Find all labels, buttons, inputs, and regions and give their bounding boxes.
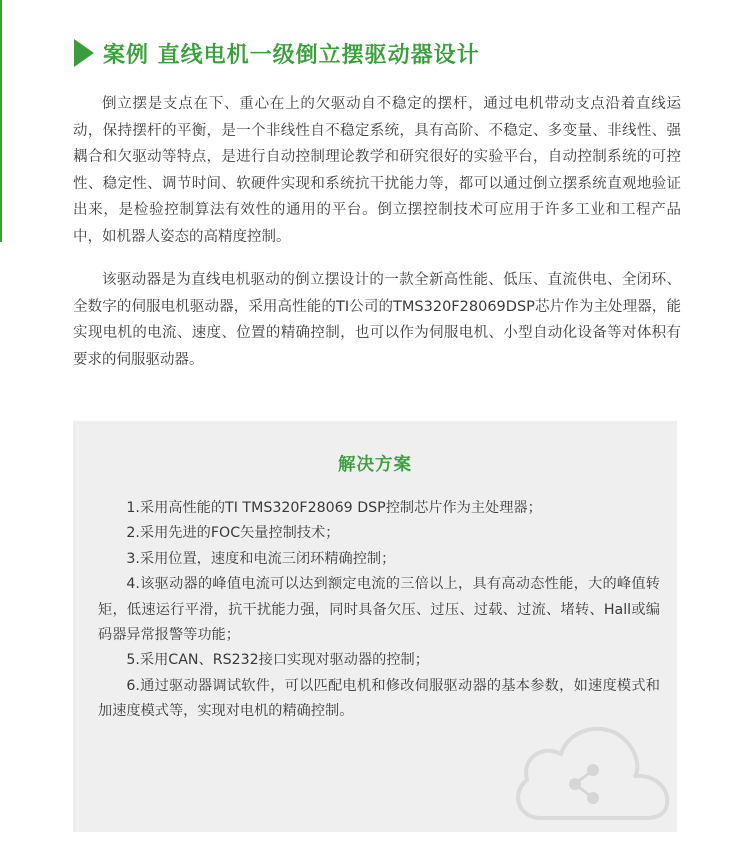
- solution-item: 4.该驱动器的峰值电流可以达到额定电流的三倍以上，具有高动态性能，大的峰值转矩，低速运行平滑，抗干扰能力强，同时具备欠压、过压、过载、过流、堵转、Hall或编码器异常报警等功能；: [98, 576, 660, 644]
- triangle-arrow-icon: [74, 39, 94, 67]
- page-title: 案例 直线电机一级倒立摆驱动器设计: [103, 42, 480, 68]
- solution-item: 1.采用高性能的TI TMS320F28069 DSP控制芯片作为主处理器；: [126, 500, 542, 516]
- solution-item: 2.采用先进的FOC矢量控制技术；: [126, 525, 340, 542]
- solution-item: 3.采用位置，速度和电流三闭环精确控制；: [126, 550, 396, 567]
- solution-list: [98, 496, 660, 725]
- left-accent-rule: [0, 0, 2, 242]
- cloud-share-icon: [509, 714, 677, 822]
- intro-paragraph-pendulum: 倒立摆是支点在下、重心在上的欠驱动自不稳定的摆杆，通过电机带动支点沿着直线运动，保持摆杆的平衡，是一个非线性自不稳定系统，具有高阶、不稳定、多变量、非线性、强耦合和欠驱动等特点，是进行自动控制理论教学和研究很好的实验平台，自动控制系统的可控性、稳定性、调节时间、软硬件实现和系统抗干扰能力等，都可以通过倒立摆系统直观地验证出来，是检验控制算法有效性的通用的平台。倒立摆控制技术可应用于许多工业和工程产品中，如机器人姿态的高精度控制。: [73, 96, 681, 245]
- solution-panel: [73, 421, 677, 832]
- solution-item: 5.采用CAN、RS232接口实现对驱动器的控制；: [126, 652, 429, 669]
- solution-item: 6.通过驱动器调试软件，可以匹配电机和修改伺服驱动器的基本参数，如速度模式和加速度模式等，实现对电机的精确控制。: [98, 677, 660, 720]
- solution-title: 解决方案: [338, 455, 412, 475]
- intro-paragraph-driver: 该驱动器是为直线电机驱动的倒立摆设计的一款全新高性能、低压、直流供电、全闭环、全数字的伺服电机驱动器，采用高性能的TI公司的TMS320F28069DSP芯片作为主处理器，能实现电机的电流、速度、位置的精确控制，也可以作为伺服电机、小型自动化设备等对体积有要求的伺服驱动器。: [73, 272, 681, 368]
- case-title-row: [74, 37, 480, 69]
